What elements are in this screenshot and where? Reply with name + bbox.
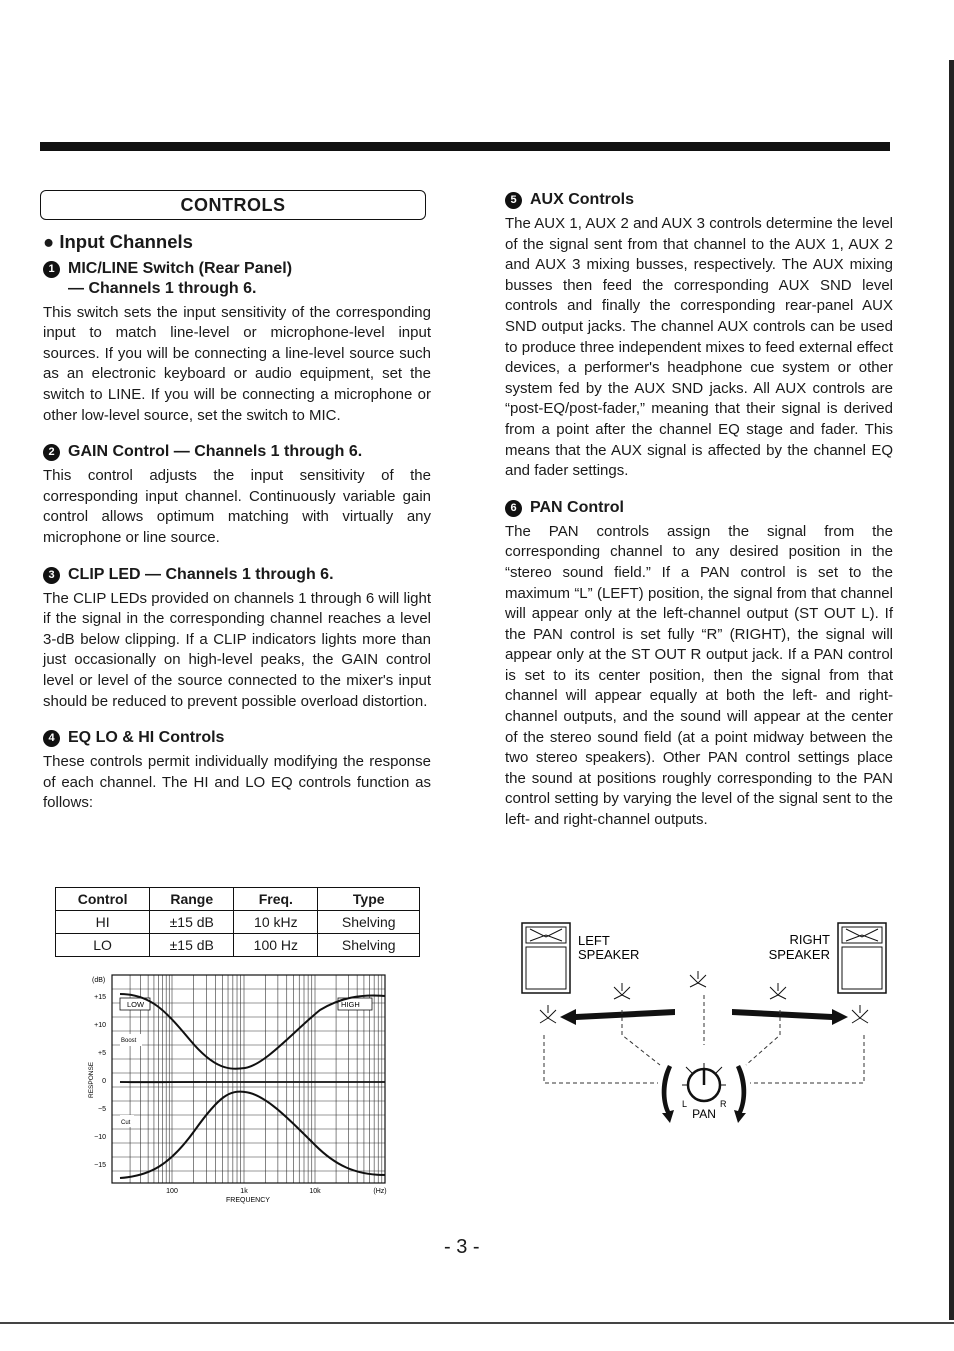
x-tick-label: 100: [166, 1188, 178, 1195]
item-5-heading: 5 AUX Controls: [505, 190, 893, 210]
y-tick-label: −15: [94, 1162, 106, 1169]
pan-knob-label: PAN: [692, 1107, 716, 1121]
cut-label: Cut: [121, 1120, 131, 1126]
y-tick-label: 0: [102, 1078, 106, 1085]
y-tick-label: +5: [98, 1050, 106, 1057]
item-6-body: The PAN controls assign the signal from the corresponding channel to any desired position in the “stereo sound field.” If a PAN control is set to the maximum “L” (LEFT) position, the signal from that channel will appear only at the left-channel output (ST OUT L). If the PAN control is set fully “R” (RIGHT), the signal will appear only at the ST OUT R output jack. If a PAN control is set to its center position, then the signal from that channel will appear equally at both the left- and right-channel outputs, and the sound will appear at the center of the stereo sound field (at a point midway between the two stereo speakers). Other PAN control settings place the sound at positions roughly corresponding to the PAN control setting by varying the level of the signal sent to the left- and right-channel outputs.: [505, 522, 893, 829]
left-speaker-label-2: SPEAKER: [578, 947, 640, 962]
item-6-heading: 6 PAN Control: [505, 498, 893, 518]
pan-knob-r: R: [720, 1099, 727, 1109]
x-axis-label: FREQUENCY: [226, 1197, 270, 1204]
pan-knob-icon: [682, 1063, 726, 1101]
left-speaker-icon: [522, 923, 570, 993]
table-row: [56, 934, 420, 957]
left-speaker-label: LEFT: [578, 933, 610, 948]
table-cell: HI: [56, 911, 150, 934]
item-4-body: These controls permit individually modifying the response of each channel. The HI and LO EQ controls function as follows:: [43, 753, 431, 812]
number-badge-icon: 2: [43, 444, 60, 461]
x-tick-label: 10k: [309, 1188, 321, 1195]
table-cell: 10 kHz: [234, 911, 318, 934]
pan-left-turn-arrow: [662, 1065, 674, 1123]
table-header: Type: [318, 888, 420, 911]
item-2-heading: 2 GAIN Control — Channels 1 through 6.: [43, 442, 431, 462]
right-arrow-icon: [732, 1009, 848, 1025]
right-column: [505, 190, 893, 847]
number-badge-icon: 6: [505, 500, 522, 517]
x-tick-label: (Hz): [373, 1188, 387, 1195]
eq-response-graph: [80, 970, 400, 1210]
table-header-row: [56, 888, 420, 911]
table-cell: ±15 dB: [150, 911, 234, 934]
item-1-heading: 1 MIC/LINE Switch (Rear Panel) — Channels 1 through 6.: [43, 259, 431, 299]
right-speaker-label-2: SPEAKER: [768, 947, 830, 962]
left-arrow-icon: [560, 1009, 675, 1025]
boost-label: Boost: [121, 1038, 137, 1044]
y-tick-label: +10: [94, 1022, 106, 1029]
table-header: Freq.: [234, 888, 318, 911]
cut-curve: [120, 1092, 385, 1178]
pan-knob-l: L: [682, 1099, 688, 1109]
pan-right-turn-arrow: [734, 1065, 746, 1123]
number-badge-icon: 4: [43, 730, 60, 747]
page-number: - 3 -: [444, 1236, 480, 1258]
table-header: Control: [56, 888, 150, 911]
item-5-body: The AUX 1, AUX 2 and AUX 3 controls determine the level of the signal sent from that channel to the AUX 1, AUX 2 and AUX 3 mixing busses, respectively. The AUX mixing busses then feed the corresponding AUX SND level controls and finally the corresponding rear-panel AUX SND output jacks. The channel AUX controls can be used to produce three independent mixes to feed external effect devices, a performer's headphone cue system or other system fed by the AUX SND jacks. All AUX controls are “post-EQ/post-fader,” meaning that their signal is derived from a point after the channel EQ stage and fader. This means that the AUX signal is affected by the channel EQ and fader settings.: [505, 215, 893, 480]
page-edge: [949, 60, 954, 1320]
table-cell: Shelving: [318, 911, 420, 934]
table-header: Range: [150, 888, 234, 911]
top-rule: [40, 142, 890, 151]
item-3-body: The CLIP LEDs provided on channels 1 through 6 will light if the signal in the corresponding channel reaches a level 3-dB below clipping. If a CLIP indicators lights more than just occasionally on high-level peaks, the GAIN control level or level of the source connected to the mixer's input should be reduced to prevent possible overload distortion.: [43, 589, 431, 710]
pan-diagram: [510, 915, 900, 1130]
item-1-body: This switch sets the input sensitivity of the corresponding input to match line-level or microphone-level input sources. If you will be connecting a line-level source such as an electronic keyboard or audio equipment, set the switch to LINE. If you will be connecting a microphone or other low-level source, set the switch to MIC.: [43, 303, 431, 424]
item-4-heading: 4 EQ LO & HI Controls: [43, 728, 431, 748]
table-row: [56, 911, 420, 934]
table-cell: ±15 dB: [150, 934, 234, 957]
y-tick-label: +15: [94, 994, 106, 1001]
y-tick-label: −10: [94, 1134, 106, 1141]
number-badge-icon: 1: [43, 261, 60, 278]
left-column: [43, 190, 431, 830]
table-cell: Shelving: [318, 934, 420, 957]
table-cell: 100 Hz: [234, 934, 318, 957]
y-unit-label: (dB): [92, 977, 106, 984]
eq-table: [55, 887, 420, 957]
item-3-heading: 3 CLIP LED — Channels 1 through 6.: [43, 565, 431, 585]
y-tick-label: −5: [98, 1106, 106, 1113]
high-label: HIGH: [341, 1000, 360, 1009]
right-speaker-icon: [838, 923, 886, 993]
number-badge-icon: 5: [505, 192, 522, 209]
x-tick-label: 1k: [240, 1188, 248, 1195]
input-channels-heading: ● Input Channels: [43, 231, 193, 252]
y-axis-label: RESPONSE: [88, 1061, 95, 1098]
low-label: LOW: [127, 1000, 145, 1009]
bottom-rule: [0, 1322, 954, 1324]
table-cell: LO: [56, 934, 150, 957]
item-2-body: This control adjusts the input sensitivity of the corresponding input channel. Continuously variable gain control allows optimum matching with virtually any microphone or line source.: [43, 467, 431, 546]
section-title-box: CONTROLS: [40, 190, 426, 220]
number-badge-icon: 3: [43, 567, 60, 584]
right-speaker-label: RIGHT: [789, 932, 830, 947]
